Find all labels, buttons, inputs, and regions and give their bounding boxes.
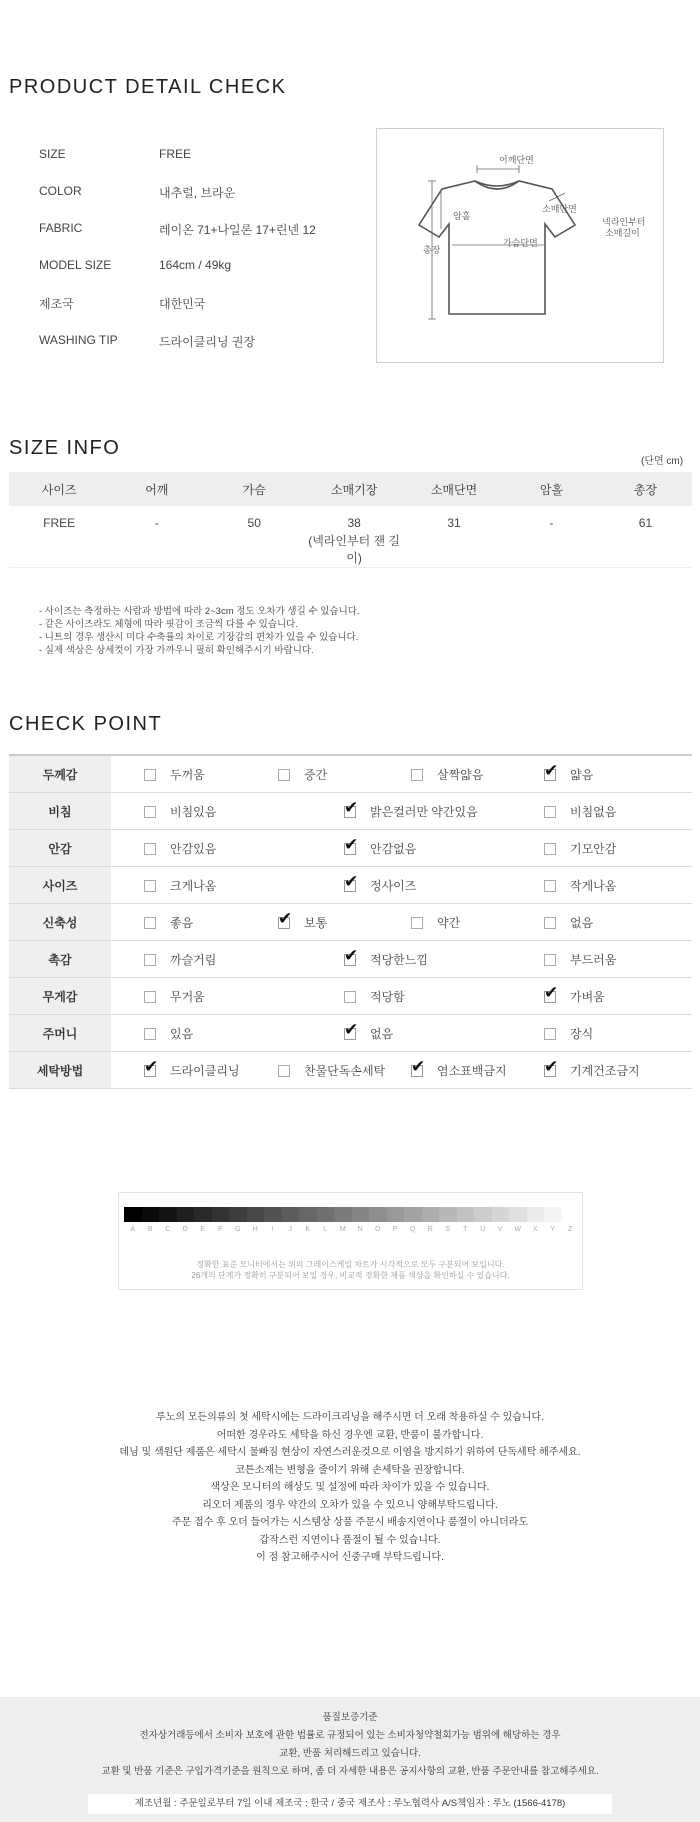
size-unit: (단면 cm) — [641, 456, 684, 467]
diagram-label-neckline: 넥라인부터 — [602, 217, 646, 227]
grayscale-letter: F — [218, 1226, 223, 1233]
checkbox[interactable] — [278, 1065, 290, 1077]
grayscale-letter: T — [463, 1226, 468, 1233]
check-option — [252, 908, 328, 931]
grayscale-swatch — [194, 1207, 212, 1222]
check-option — [118, 803, 216, 820]
check-option-label: 있음 — [170, 1027, 194, 1041]
grayscale-letter: W — [514, 1226, 522, 1233]
check-option-label: 드라이클리닝 — [170, 1064, 240, 1078]
checkbox-checked[interactable] — [544, 760, 559, 781]
checkmark-icon: ✔ — [344, 1019, 359, 1040]
check-row-label: 신축성 — [9, 904, 111, 941]
check-option-label: 크게나옴 — [170, 879, 217, 893]
checkbox[interactable] — [411, 769, 423, 781]
note-line: - 니트의 경우 생산시 미다 수축률의 차이로 기장감의 편차가 있을 수 있습니다. — [39, 632, 359, 643]
checkmark-icon: ✔ — [544, 982, 559, 1003]
check-option-label: 까슬거림 — [170, 953, 217, 967]
notice-line: 어떠한 경우라도 세탁을 하신 경우엔 교환, 반품이 불가합니다. — [216, 1429, 484, 1441]
check-option — [318, 1019, 394, 1042]
grayscale-swatch — [212, 1207, 230, 1222]
grayscale-letter: U — [480, 1226, 486, 1233]
check-option-label: 무거움 — [170, 990, 205, 1004]
column-header: 사이즈 — [9, 472, 109, 506]
notice-line: 갑작스런 지연이나 품절이 될 수 있습니다. — [259, 1534, 441, 1546]
check-option-label: 중간 — [304, 768, 328, 782]
grayscale-swatch — [142, 1207, 160, 1222]
grayscale-swatch — [492, 1207, 510, 1222]
checkbox[interactable] — [544, 917, 556, 929]
checkbox[interactable] — [544, 1028, 556, 1040]
grayscale-letter: A — [130, 1226, 136, 1233]
grayscale-swatch — [264, 1207, 282, 1222]
cell-shoulder: - — [109, 506, 204, 568]
grayscale-chart — [118, 1192, 583, 1290]
check-option-label: 없음 — [570, 916, 594, 930]
checkbox[interactable] — [411, 917, 423, 929]
check-row-label: 두께감 — [9, 755, 111, 793]
check-row — [9, 755, 692, 793]
grayscale-letter: P — [392, 1226, 398, 1233]
grayscale-swatch — [229, 1207, 247, 1222]
check-option-label: 적당함 — [370, 990, 405, 1004]
check-row-options — [111, 1015, 692, 1052]
grayscale-letter: H — [252, 1226, 258, 1233]
check-option-label: 얇음 — [570, 768, 594, 782]
column-header: 소매단면 — [404, 472, 504, 506]
check-option — [385, 766, 483, 783]
grayscale-letter: Q — [410, 1226, 416, 1233]
checkbox-checked[interactable] — [544, 982, 559, 1003]
check-row-label: 세탁방법 — [9, 1052, 111, 1089]
column-header: 총장 — [599, 472, 692, 506]
check-option — [318, 871, 417, 894]
check-option — [518, 1056, 640, 1079]
cell-size: FREE — [9, 506, 109, 568]
section-title-size-info: SIZE INFO — [9, 437, 121, 459]
check-row-label: 촉감 — [9, 941, 111, 978]
check-option — [118, 988, 205, 1005]
check-row-options — [111, 793, 692, 830]
checkbox[interactable] — [144, 769, 156, 781]
check-row — [9, 941, 692, 978]
check-option-label: 기모안감 — [570, 842, 617, 856]
diagram-label-chest: 가슴단면 — [503, 238, 538, 248]
grayscale-letter: Z — [568, 1226, 573, 1233]
grayscale-swatch — [334, 1207, 352, 1222]
column-header: 어깨 — [109, 472, 204, 506]
checkbox[interactable] — [544, 954, 556, 966]
check-option-label: 밝은컬러만 약간있음 — [370, 805, 478, 819]
checkbox[interactable] — [544, 806, 556, 818]
grayscale-swatch — [527, 1207, 545, 1222]
check-option-label: 약간 — [437, 916, 461, 930]
check-option — [118, 1056, 240, 1079]
check-option — [518, 951, 616, 968]
check-option-label: 가벼움 — [570, 990, 605, 1004]
column-header: 암홀 — [504, 472, 599, 506]
check-option-label: 안감없음 — [370, 842, 417, 856]
notice-line: 색상은 모니터의 해상도 및 설정에 따라 차이가 있을 수 있습니다. — [210, 1482, 490, 1493]
check-option — [118, 951, 216, 968]
checkbox[interactable] — [344, 991, 356, 1003]
checkbox[interactable] — [144, 917, 156, 929]
check-option — [118, 877, 216, 894]
grayscale-bar — [124, 1207, 579, 1222]
spec-value: 드라이클리닝 권장 — [159, 335, 256, 349]
grayscale-letter: Y — [550, 1226, 556, 1233]
table-row — [9, 506, 692, 568]
size-notes — [39, 605, 360, 657]
checkbox-checked[interactable] — [144, 1056, 159, 1077]
check-option — [118, 914, 193, 931]
grayscale-letter: S — [445, 1226, 451, 1233]
checkmark-icon: ✔ — [411, 1056, 426, 1077]
table-header-row — [9, 472, 692, 506]
check-row-options — [111, 941, 692, 978]
spec-value: FREE — [159, 147, 192, 161]
spec-label: SIZE — [39, 147, 66, 161]
footer-line: 품질보증기준 — [322, 1712, 378, 1723]
grayscale-letter: K — [305, 1226, 311, 1233]
check-row — [9, 830, 692, 867]
grayscale-swatch — [352, 1207, 370, 1222]
check-option-label: 작게나옴 — [570, 879, 617, 893]
checkbox[interactable] — [144, 1028, 156, 1040]
checkbox[interactable] — [144, 806, 156, 818]
checkbox-checked[interactable] — [411, 1056, 426, 1077]
notice-line: 리오더 제품의 경우 약간의 오차가 있을 수 있으니 양해부탁드립니다. — [202, 1499, 498, 1511]
check-option-label: 없음 — [370, 1027, 394, 1041]
check-option — [385, 1056, 507, 1079]
check-option-label: 장식 — [570, 1027, 594, 1041]
sleeve-value: 38 — [347, 516, 361, 530]
note-line: - 같은 사이즈라도 체형에 따라 핏감이 조금씩 다를 수 있습니다. — [39, 619, 298, 630]
section-title-product-detail: PRODUCT DETAIL CHECK — [9, 76, 287, 98]
checkbox-checked[interactable] — [344, 797, 359, 818]
check-row-options — [111, 830, 692, 867]
grayscale-swatch — [457, 1207, 475, 1222]
check-option-label: 기계건조금지 — [570, 1064, 640, 1078]
check-option-label: 비침없음 — [570, 805, 617, 819]
grayscale-letter: O — [375, 1226, 381, 1233]
grayscale-swatch — [387, 1207, 405, 1222]
check-option — [518, 982, 605, 1005]
checkbox-checked[interactable] — [344, 945, 359, 966]
notice-line: 코튼소재는 변형을 줄이기 위해 손세탁을 권장합니다. — [235, 1464, 465, 1476]
spec-label: 제조국 — [39, 297, 74, 311]
check-option-label: 염소표백금지 — [437, 1064, 507, 1078]
check-row-label: 사이즈 — [9, 867, 111, 904]
grayscale-swatch — [177, 1207, 195, 1222]
grayscale-letter: M — [339, 1226, 346, 1233]
check-option — [318, 988, 405, 1005]
grayscale-swatch — [299, 1207, 317, 1222]
checkbox-checked[interactable] — [344, 834, 359, 855]
check-option — [318, 834, 417, 857]
check-option-label: 두꺼움 — [170, 768, 205, 782]
check-option-label: 좋음 — [170, 916, 194, 930]
grayscale-swatch — [439, 1207, 457, 1222]
grayscale-letter: E — [200, 1226, 206, 1233]
check-row — [9, 1052, 692, 1089]
check-row-label: 안감 — [9, 830, 111, 867]
grayscale-letter: C — [165, 1226, 171, 1233]
notice-line: 데님 및 색원단 제품은 세탁시 물빠짐 현상이 자연스러운것으로 이염을 방지하기 위하여 단독세탁 해주세요. — [119, 1447, 581, 1458]
footer-line: 교환, 반품 처리해드리고 있습니다. — [279, 1748, 421, 1759]
grayscale-letter: X — [532, 1226, 538, 1233]
note-line: - 사이즈는 측정하는 사람과 방법에 따라 2~3cm 정도 오차가 생길 수 있습니다. — [39, 606, 360, 617]
grayscale-swatch — [124, 1207, 142, 1222]
diagram-label-sleeve-length: 소매길이 — [605, 228, 640, 238]
grayscale-swatch — [562, 1207, 580, 1222]
check-option — [518, 760, 594, 783]
grayscale-letters — [124, 1226, 579, 1233]
checkbox-checked[interactable] — [278, 908, 293, 929]
diagram-label-length: 총장 — [423, 245, 441, 255]
grayscale-letter: I — [271, 1226, 274, 1233]
spec-label: FABRIC — [39, 221, 83, 235]
check-row-label: 무게감 — [9, 978, 111, 1015]
manufacture-info-bar: 제조년월 : 주문일로부터 7일 이내 제조국 : 한국 / 중국 제조사 : 루노협력사 A/S책임자 : 루노 (1566-4178) — [88, 1794, 612, 1814]
check-row — [9, 793, 692, 830]
cell-chest: 50 — [204, 506, 304, 568]
grayscale-letter: R — [427, 1226, 433, 1233]
spec-label: COLOR — [39, 184, 82, 198]
grayscale-letter: J — [288, 1226, 292, 1233]
care-notice — [0, 1409, 700, 1567]
check-option-label: 살짝얇음 — [437, 768, 484, 782]
checkbox[interactable] — [144, 954, 156, 966]
check-option — [118, 766, 205, 783]
grayscale-swatch — [422, 1207, 440, 1222]
check-row-label: 비침 — [9, 793, 111, 830]
checkmark-icon: ✔ — [344, 945, 359, 966]
checkmark-icon: ✔ — [544, 1056, 559, 1077]
check-option — [318, 945, 428, 968]
spec-label: MODEL SIZE — [39, 258, 112, 272]
check-row — [9, 978, 692, 1015]
checkbox[interactable] — [544, 880, 556, 892]
grayscale-letter: N — [357, 1226, 363, 1233]
notice-line: 주문 접수 후 오더 들어가는 시스템상 상품 주문시 배송지연이나 품절이 아니더라도 — [171, 1517, 529, 1528]
grayscale-letter: D — [182, 1226, 188, 1233]
check-option — [518, 1025, 593, 1042]
checkmark-icon: ✔ — [544, 760, 559, 781]
check-row-label: 주머니 — [9, 1015, 111, 1052]
checkbox[interactable] — [544, 843, 556, 855]
check-row-options — [111, 755, 692, 793]
check-row-options — [111, 904, 692, 941]
check-option-label: 비침있음 — [170, 805, 217, 819]
checkbox[interactable] — [144, 843, 156, 855]
grayscale-letter: V — [497, 1226, 503, 1233]
grayscale-swatch — [317, 1207, 335, 1222]
checkmark-icon: ✔ — [144, 1056, 159, 1077]
cell-sleeve — [304, 506, 404, 568]
check-row — [9, 904, 692, 941]
grayscale-letter: G — [235, 1226, 241, 1233]
size-table — [9, 472, 692, 568]
check-option — [518, 877, 616, 894]
check-option — [518, 803, 616, 820]
check-option — [318, 797, 478, 820]
footer-text — [0, 1709, 700, 1781]
measurement-diagram — [376, 128, 664, 363]
cell-armhole: - — [504, 506, 599, 568]
grayscale-swatch — [474, 1207, 492, 1222]
section-title-check-point: CHECK POINT — [9, 713, 163, 735]
grayscale-swatch — [247, 1207, 265, 1222]
check-row-options — [111, 978, 692, 1015]
check-option — [252, 1062, 385, 1079]
check-option-label: 정사이즈 — [370, 879, 417, 893]
checkbox-checked[interactable] — [344, 1019, 359, 1040]
grayscale-swatch — [509, 1207, 527, 1222]
checkbox[interactable] — [278, 769, 290, 781]
checkmark-icon: ✔ — [344, 871, 359, 892]
check-option — [118, 840, 216, 857]
checkmark-icon: ✔ — [278, 908, 293, 929]
cell-sleeve-width: 31 — [404, 506, 504, 568]
grayscale-swatch — [404, 1207, 422, 1222]
grayscale-letter: L — [323, 1226, 328, 1233]
spec-value: 레이온 71+나일론 17+린넨 12 — [159, 223, 316, 237]
check-option — [518, 914, 593, 931]
checkmark-icon: ✔ — [344, 797, 359, 818]
check-option-label: 적당한느낌 — [370, 953, 428, 967]
spec-value: 내추럴, 브라운 — [159, 186, 236, 200]
grayscale-swatch — [544, 1207, 562, 1222]
checkbox-checked[interactable] — [344, 871, 359, 892]
grayscale-note-line: 정확한 표준 모니터에서는 위의 그레이스케일 차트가 시각적으로 모두 구분되어 보입니다. — [196, 1260, 505, 1269]
check-option-label: 찬물단독손세탁 — [304, 1064, 386, 1078]
spec-value: 대한민국 — [159, 297, 206, 311]
footer-line: 교환 및 반품 기준은 구입가격기준을 원칙으로 하며, 좀 더 자세한 내용은 공지사항의 교환, 반품 주문안내를 참고해주세요. — [101, 1766, 599, 1777]
grayscale-note-line: 26개의 단계가 정확히 구분되어 보일 경우, 비교적 정확한 제품 색상을 확인하실 수 있습니다. — [191, 1271, 510, 1280]
diagram-label-armhole: 암홀 — [453, 211, 471, 221]
grayscale-swatch — [369, 1207, 387, 1222]
checkbox-checked[interactable] — [544, 1056, 559, 1077]
check-option — [252, 766, 327, 783]
checkbox[interactable] — [144, 991, 156, 1003]
grayscale-swatch — [282, 1207, 300, 1222]
check-option-label: 보통 — [304, 916, 328, 930]
notice-line: 루노의 모든의류의 첫 세탁시에는 드라이크리닝을 해주시면 더 오래 착용하실 수 있습니다. — [156, 1412, 544, 1423]
notice-line: 이 점 참고해주시어 신중구매 부탁드립니다. — [256, 1552, 444, 1563]
check-option-label: 안감있음 — [170, 842, 217, 856]
quality-footer — [0, 1697, 700, 1822]
column-header: 가슴 — [204, 472, 304, 506]
check-row — [9, 1015, 692, 1052]
diagram-label-shoulder: 어깨단면 — [499, 155, 534, 165]
checkmark-icon: ✔ — [344, 834, 359, 855]
check-option — [385, 914, 460, 931]
cell-length: 61 — [599, 506, 692, 568]
diagram-label-sleeve-width: 소매단면 — [542, 204, 577, 214]
sleeve-note: (넥라인부터 잰 길이) — [308, 534, 401, 565]
check-option-label: 부드러움 — [570, 953, 617, 967]
grayscale-letter: B — [147, 1226, 153, 1233]
note-line: - 실제 색상은 상세컷이 가장 가까우니 필히 확인해주시기 바랍니다. — [39, 645, 314, 656]
spec-value: 164cm / 49kg — [159, 258, 232, 272]
check-row-options — [111, 1052, 692, 1089]
column-header: 소매기장 — [304, 472, 404, 506]
checkbox[interactable] — [144, 880, 156, 892]
check-row — [9, 867, 692, 904]
grayscale-swatch — [159, 1207, 177, 1222]
spec-label: WASHING TIP — [39, 333, 118, 347]
grayscale-note — [119, 1259, 582, 1281]
check-option — [118, 1025, 193, 1042]
check-row-options — [111, 867, 692, 904]
check-point-table — [9, 754, 692, 1089]
check-option — [518, 840, 616, 857]
footer-line: 전자상거래등에서 소비자 보호에 관한 법률로 규정되어 있는 소비자청약철회가능 범위에 해당하는 경우 — [139, 1730, 561, 1741]
